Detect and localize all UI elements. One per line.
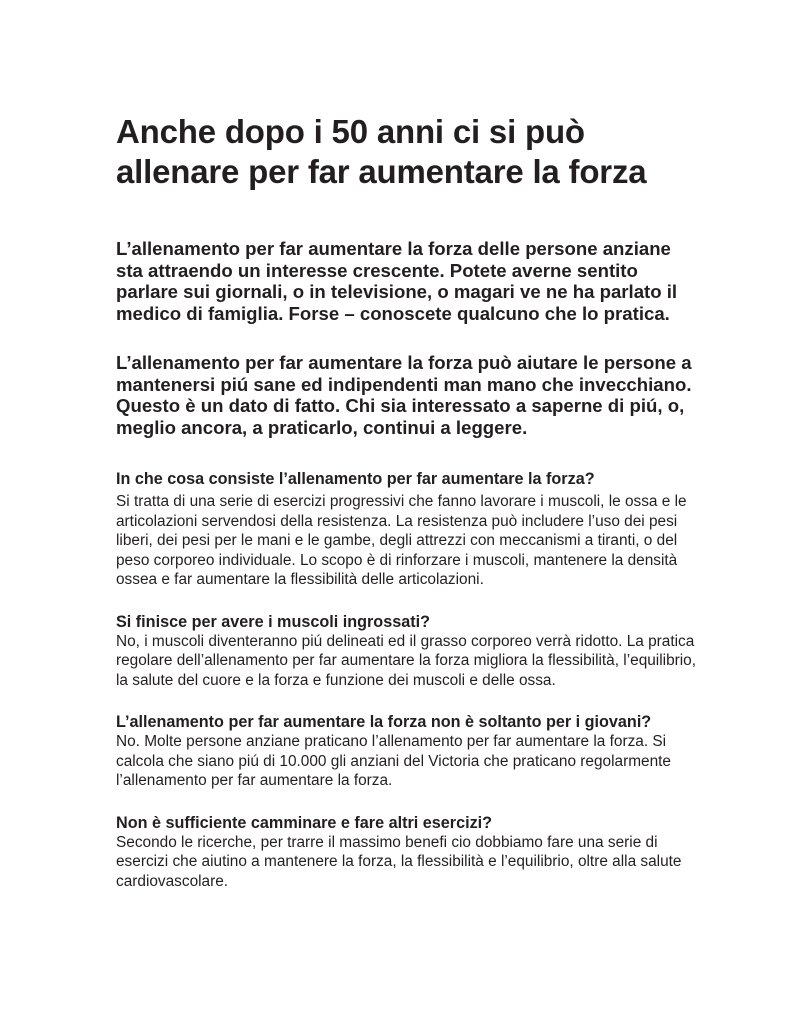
intro-paragraph-2: L’allenamento per far aumentare la forza può aiutare le persone a mantenersi piú sane ed indipendenti man mano che invecchiano. Questo è un dato di fatto. Chi sia interessato a saperne di piú, o, meglio ancora, a praticarlo, continui a leggere. (116, 352, 692, 438)
section-heading: Si finisce per avere i muscoli ingrossati? (116, 612, 430, 631)
section-only-for-young (116, 712, 696, 791)
section-body: Si tratta di una serie di esercizi progressivi che fanno lavorare i muscoli, le ossa e le articolazioni servendosi della resistenza. La resistenza può includere l’uso dei pesi liberi, dei pesi per le mani e le gambe, degli attrezzi con meccanismi a tiranti, o del peso corporeo individuale. Lo scopo è di rinforzare i muscoli, mantenere la densità ossea e far aumentare la flessibilità delle articolazioni. (116, 493, 687, 588)
section-body: Secondo le ricerche, per trarre il massimo benefi cio dobbiamo fare una serie di esercizi che aiutino a mantenere la forza, la flessibilità e l’equilibrio, oltre alla salute cardiovascolare. (116, 833, 682, 890)
document-page (116, 112, 696, 891)
intro-paragraph-1: L’allenamento per far aumentare la forza delle persone anziane sta attraendo un interesse crescente. Potete averne sentito parlare sui giornali, o in televisione, o magari ve ne ha parlato il medico di famiglia. Forse – conoscete qualcuno che lo pratica. (116, 238, 678, 324)
page-title: Anche dopo i 50 anni ci si può allenare per far aumentare la forza (116, 113, 647, 190)
section-what-is-strength-training (116, 469, 696, 590)
section-heading: L’allenamento per far aumentare la forza non è soltanto per i giovani? (116, 713, 652, 731)
section-heading: In che cosa consiste l’allenamento per far aumentare la forza? (116, 470, 595, 488)
section-body: No. Molte persone anziane praticano l’allenamento per far aumentare la forza. Si calcola che siano piú di 10.000 gli anziani del Victoria che praticano regolarmente l’allenamento per far aumentare la forza. (116, 733, 671, 789)
section-walking-enough (116, 813, 696, 892)
section-body: No, i muscoli diventeranno piú delineati ed il grasso corporeo verrà ridotto. La pratica regolare dell’allenamento per far aumentare la forza migliora la flessibilità, l’equilibrio, la salute del cuore e la forza e funzione dei muscoli e delle ossa. (116, 632, 697, 689)
section-heading: Non è sufficiente camminare e fare altri esercizi? (116, 813, 493, 832)
section-bulky-muscles (116, 612, 696, 691)
